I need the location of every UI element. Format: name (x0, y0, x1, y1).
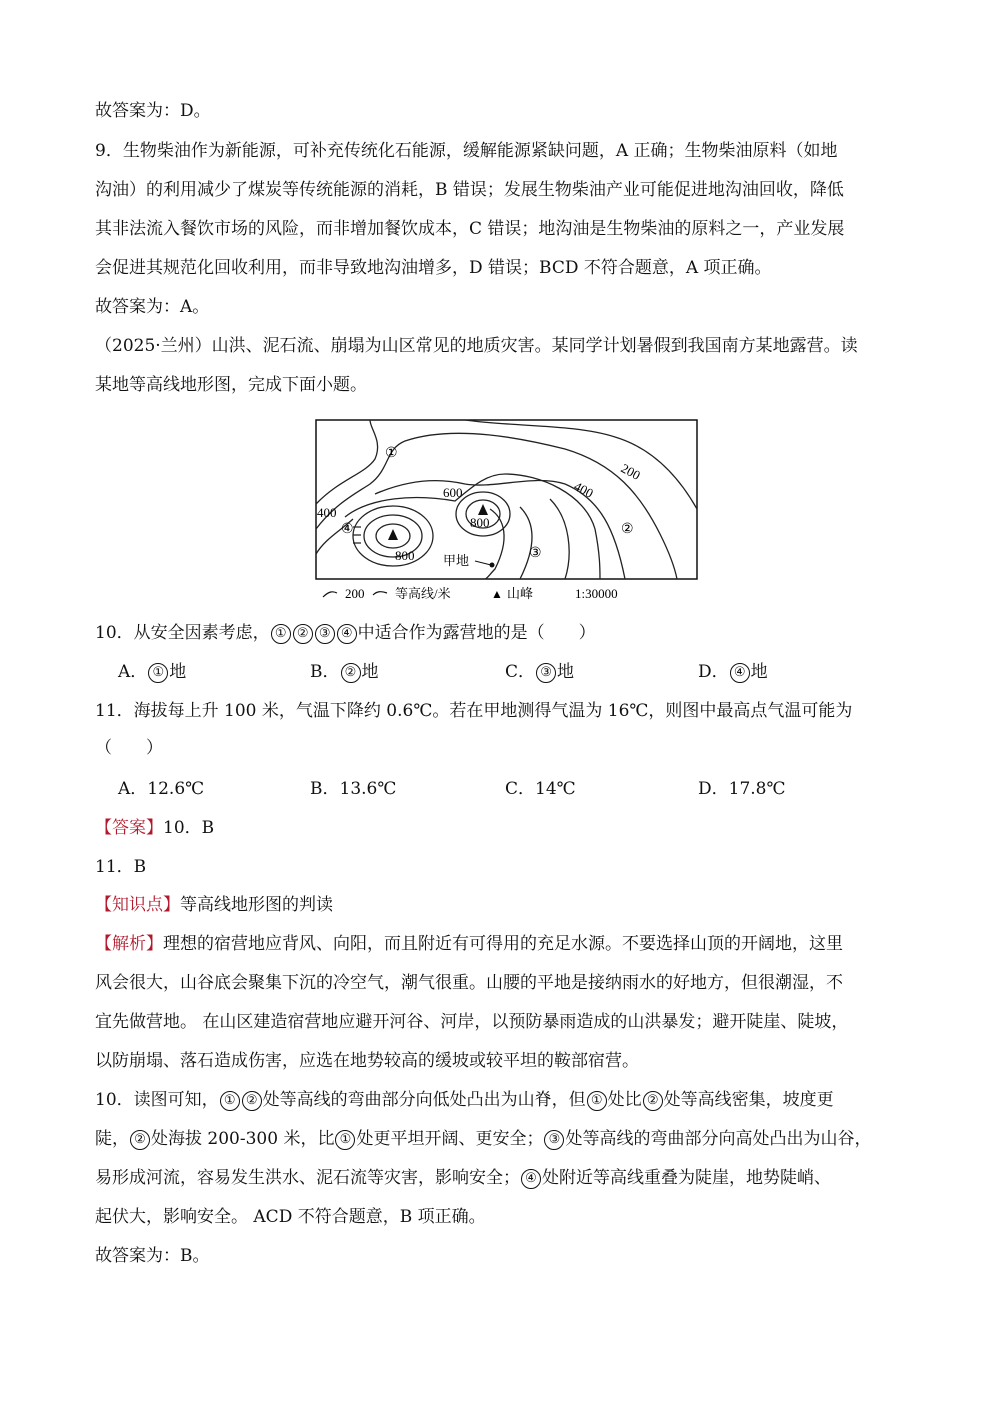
analysis-tag: 【解析】 (95, 934, 163, 954)
explain-10-line-1: 10．读图可知， ① ② 处等高线的弯曲部分向低处凸出为山脊，但 ① 处比 ② 处等高线密集，坡度更 (95, 1090, 834, 1110)
point-1: ① (385, 446, 398, 461)
map-frame (316, 420, 697, 579)
knowledge-point (95, 894, 333, 916)
kp-text: 等高线地形图的判读 (180, 895, 333, 915)
analysis-line-1: 【解析】理想的宿营地应背风、向阳，而且附近有可得用的充足水源。不要选择山顶的开阔地，这里 (95, 934, 843, 954)
intro-line-2: 某地等高线地形图，完成下面小题。 (95, 375, 367, 395)
q11-number: 11． (95, 701, 134, 721)
answer-tag: 【答案】 (95, 818, 163, 838)
legend-scale: 1:30000 (575, 586, 618, 601)
legend-peak-text: 山峰 (507, 586, 534, 601)
circle-3: ③ (315, 624, 335, 644)
point-3: ③ (529, 546, 542, 561)
q9-line-1 (95, 140, 838, 162)
q9-line-3: 其非法流入餐饮市场的风险，而非增加餐饮成本，C 错误；地沟油是生物柴油的原料之一，产业发展 (95, 219, 845, 239)
point-2: ② (621, 522, 634, 537)
analysis-line-4: 以防崩塌、落石造成伤害，应选在地势较高的缓坡或较平坦的鞍部宿营。 (95, 1051, 639, 1071)
label-peak-right: 800 (470, 515, 490, 530)
label-400-left: 400 (317, 505, 337, 520)
q10-text-b: 中适合作为露营地的是（ ） (357, 623, 596, 643)
legend-contour-value: 200 (345, 586, 365, 601)
q11-option-b[interactable]: B．13.6℃ (310, 779, 397, 799)
analysis-line-2: 风会很大，山谷底会聚集下沉的冷空气，潮气很重。山腰的平地是接纳雨水的好地方，但很潮湿，不 (95, 973, 843, 993)
intro-source: （2025·兰州） (95, 336, 212, 356)
q11-option-d[interactable]: D．17.8℃ (698, 779, 786, 799)
kp-tag: 【知识点】 (95, 895, 180, 915)
intro-line-1 (95, 335, 858, 357)
label-600: 600 (443, 485, 463, 500)
analysis-line-3: 宜先做营地。 在山区建造宿营地应避开河谷、河岸，以预防暴雨造成的山洪暴发；避开陡崖、陡坡， (95, 1012, 849, 1032)
intro-text: 山洪、泥石流、崩塌为山区常见的地质灾害。某同学计划暑假到我国南方某地露营。读 (211, 336, 858, 356)
q9-answer: 故答案为：A。 (95, 297, 210, 317)
legend-contour-text: 等高线/米 (395, 586, 451, 601)
q9-line-4: 会促进其规范化回收利用，而非导致地沟油增多，D 错误；BCD 不符合题意，A 项正确。 (95, 258, 772, 278)
q10-text-a: 从安全因素考虑， (133, 623, 270, 643)
circle-1: ① (271, 624, 291, 644)
label-peak-left: 800 (395, 548, 415, 563)
explain-10-line-3: 易形成河流，容易发生洪水、泥石流等灾害，影响安全； ④ 处附近等高线重叠为陡崖，地势陡峭、 (95, 1168, 831, 1188)
q11-stem (95, 700, 852, 722)
q10-number: 10． (95, 623, 134, 643)
label-400: 400 (571, 478, 596, 501)
q10-option-c[interactable]: C． ③ 地 (505, 662, 575, 682)
legend-peak-icon: ▲ (491, 587, 503, 601)
label-200: 200 (618, 460, 643, 483)
q10-option-d[interactable]: D． ④ 地 (698, 662, 768, 682)
q9-text: 生物柴油作为新能源，可补充传统化石能源，缓解能源紧缺问题，A 正确；生物柴油原料（如地 (122, 141, 838, 161)
q11-option-c[interactable]: C．14℃ (505, 779, 576, 799)
circle-4: ④ (337, 624, 357, 644)
answer-10: 10．B (163, 818, 215, 838)
answer-line (95, 817, 214, 839)
explain-10-line-2: 陡， ② 处海拔 200-300 米，比 ① 处更平坦开阔、更安全； ③ 处等高线的弯曲部分向高处凸出为山谷， (95, 1129, 872, 1149)
q11-paren: （ ） (95, 738, 163, 758)
final-answer: 故答案为：B。 (95, 1246, 210, 1266)
q9-line-2: 沟油）的利用减少了煤炭等传统能源的消耗，B 错误；发展生物柴油产业可能促进地沟油回收，降低 (95, 180, 844, 200)
point-4: ④ (341, 522, 354, 537)
explain-10-line-4: 起伏大，影响安全。 ACD 不符合题意，B 项正确。 (95, 1207, 486, 1227)
label-jiadi: 甲地 (443, 553, 470, 568)
q11-option-a[interactable]: A．12.6℃ (118, 779, 205, 799)
contour-map (315, 419, 699, 605)
jiadi-point (490, 563, 495, 568)
prev-answer: 故答案为：D。 (95, 101, 211, 121)
q11-text: 海拔每上升 100 米，气温下降约 0.6℃。若在甲地测得气温为 16℃，则图中最高点气温可能为 (133, 701, 853, 721)
q10-option-b[interactable]: B． ② 地 (310, 662, 379, 682)
q10-stem (95, 622, 596, 644)
q10-option-a[interactable]: A． ① 地 (118, 662, 187, 682)
q9-number: 9． (95, 141, 123, 161)
circle-2: ② (293, 624, 313, 644)
answer-11: 11．B (95, 857, 147, 877)
